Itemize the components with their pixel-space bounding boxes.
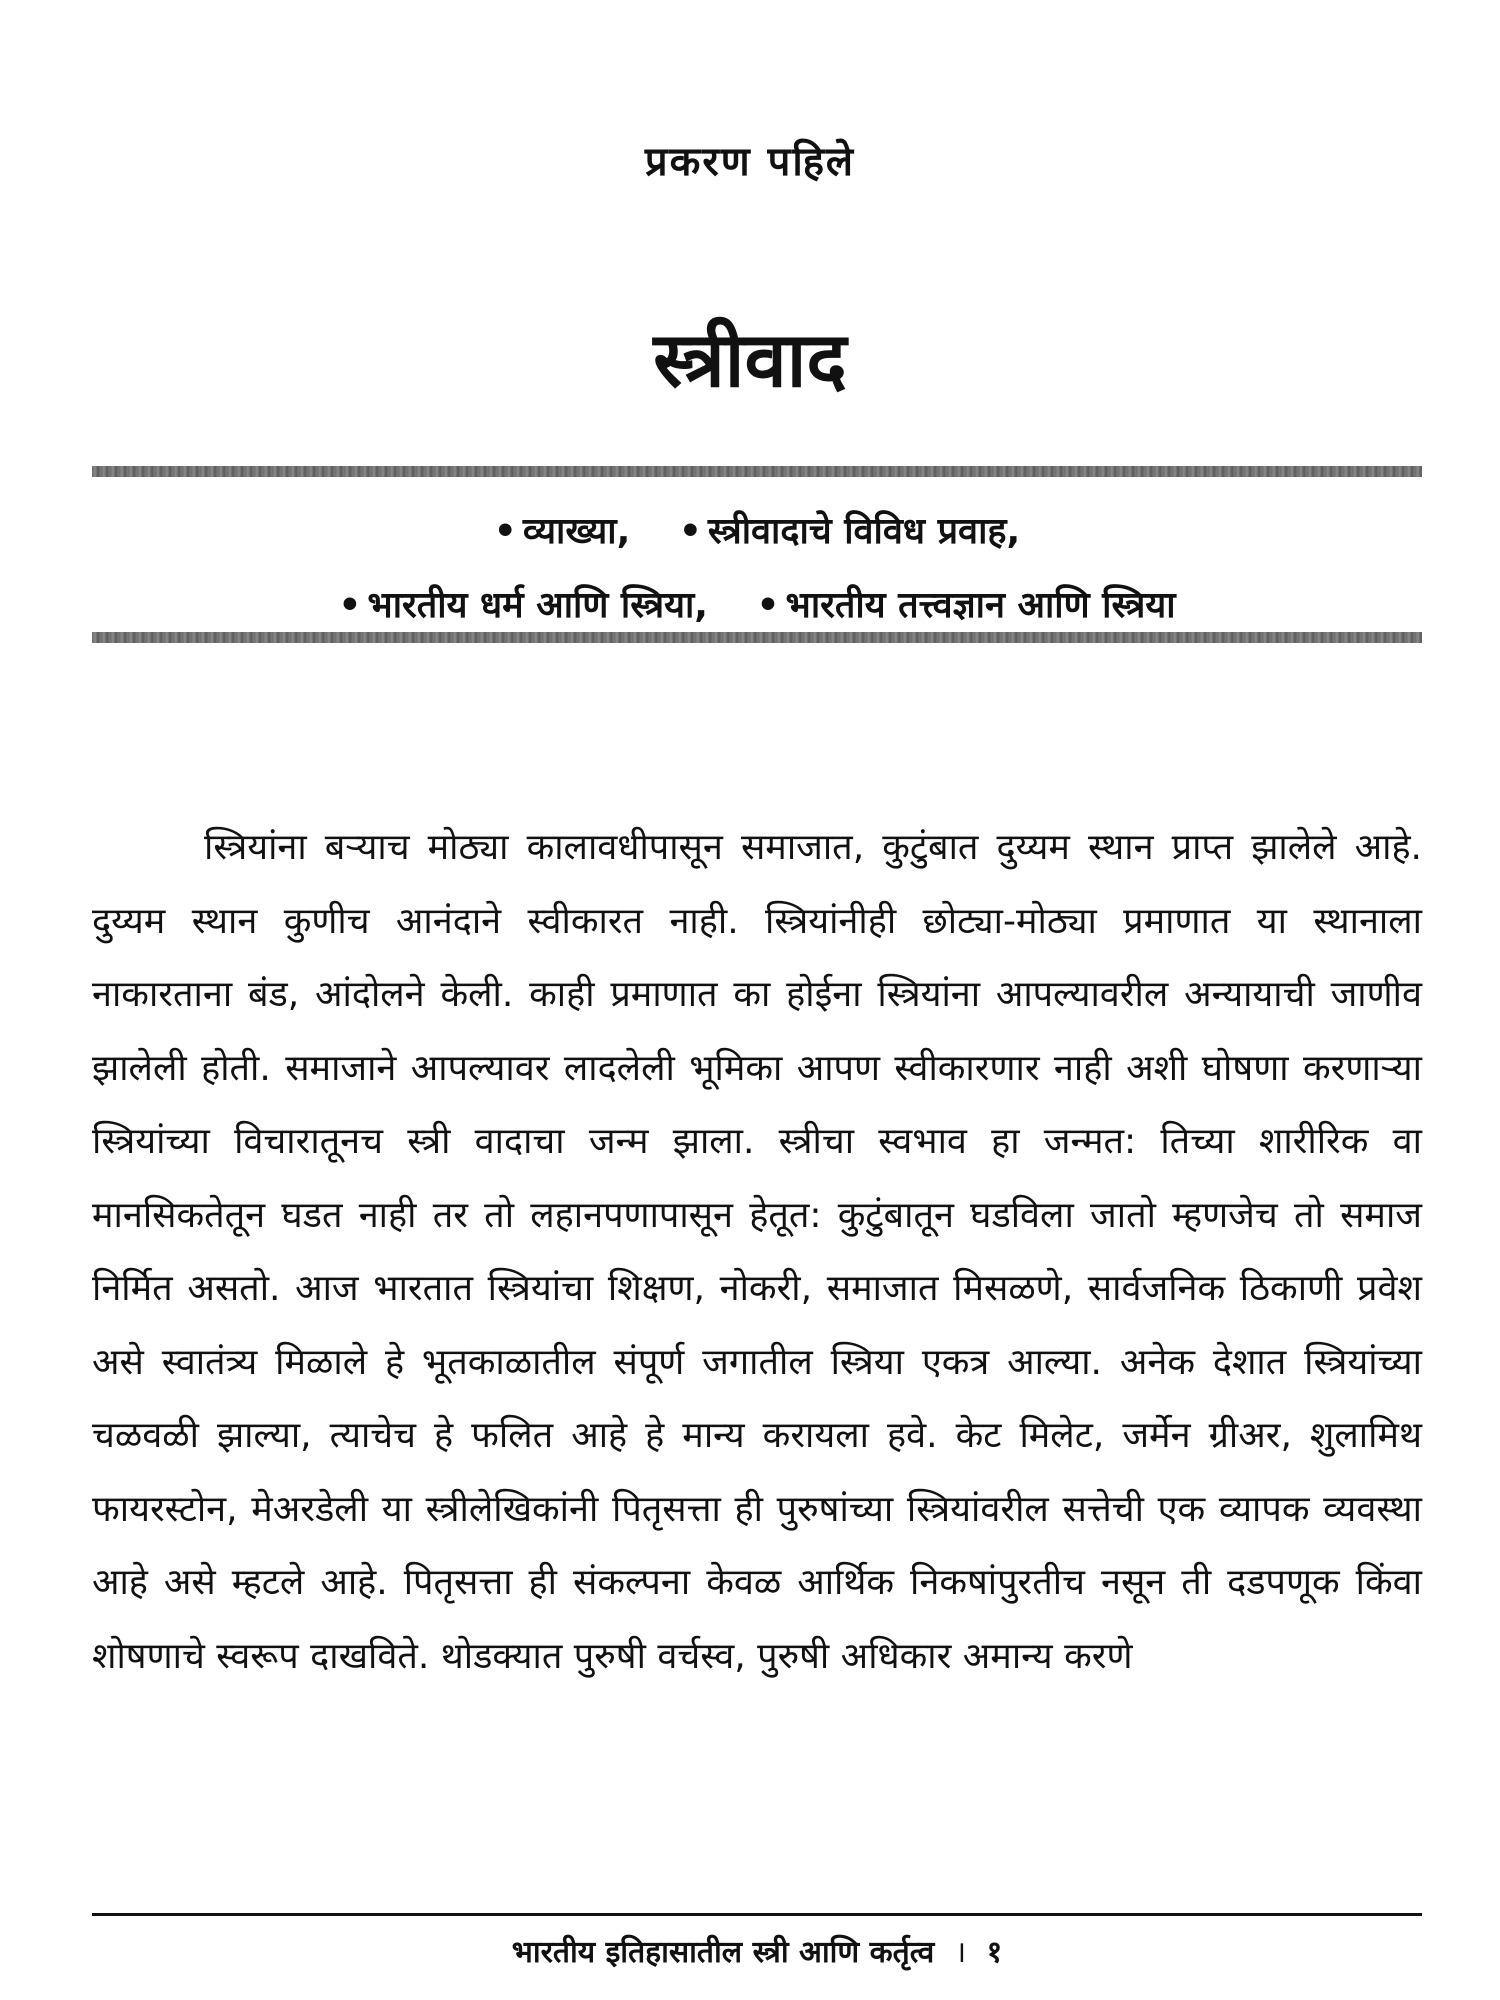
- topic-item: [338, 585, 708, 626]
- bullet-icon: •: [338, 585, 362, 626]
- topics-bottom-rule: [92, 632, 1422, 643]
- topic-item: [679, 511, 1020, 552]
- topics-line-1: [92, 495, 1422, 569]
- topic-religion-women: भारतीय धर्म आणि स्त्रिया,: [367, 585, 708, 626]
- topic-philosophy-women: भारतीय तत्त्वज्ञान आणि स्त्रिया: [785, 585, 1176, 626]
- topic-definition: व्याख्या,: [522, 511, 631, 552]
- footer-book-title: भारतीय इतिहासातील स्त्री आणि कर्तृत्व: [511, 1935, 935, 1970]
- topic-feminism-streams: स्त्रीवादाचे विविध प्रवाह,: [707, 511, 1021, 552]
- topic-item: [757, 585, 1176, 626]
- body-paragraph: स्त्रियांना बऱ्याच मोठ्या कालावधीपासून समाजात, कुटुंबात दुय्यम स्थान प्राप्त झालेले आहे. दुय्यम स्थान कुणीच आनंदाने स्वीकारत नाही. स्त्रियांनीही छोट्या-मोठ्या प्रमाणात या स्थानाला नाकारताना बंड, आंदोलने केली. काही प्रमाणात का होईना स्त्रियांना आपल्यावरील अन्यायाची जाणीव झालेली होती. समाजाने आपल्यावर लादलेली भूमिका आपण स्वीकारणार नाही अशी घोषणा करणाऱ्या स्त्रियांच्या विचारातूनच स्त्री वादाचा जन्म झाला. स्त्रीचा स्वभाव हा जन्मत: तिच्या शारीरिक वा मानसिकतेतून घडत नाही तर तो लहानपणापासून हेतूत: कुटुंबातून घडविला जातो म्हणजेच तो समाज निर्मित असतो. आज भारतात स्त्रियांचा शिक्षण, नोकरी, समाजात मिसळणे, सार्वजनिक ठिकाणी प्रवेश असे स्वातंत्र्य मिळाले हे भूतकाळातील संपूर्ण जगातील स्त्रिया एकत्र आल्या. अनेक देशात स्त्रियांच्या चळवळी झाल्या, त्याचेच हे फलित आहे हे मान्य करायला हवे. केट मिलेट, जर्मेन ग्रीअर, शुलामिथ फायरस्टोन, मेअरडेली या स्त्रीलेखिकांनी पितृसत्ता ही पुरुषांच्या स्त्रियांवरील सत्तेची एक व्यापक व्यवस्था आहे असे म्हटले आहे. पितृसत्ता ही संकल्पना केवळ आर्थिक निकषांपुरतीच नसून ती दडपणूक किंवा शोषणाचे स्वरूप दाखविते. थोडक्यात पुरुषी वर्चस्व, पुरुषी अधिकार अमान्य करणे: [92, 827, 1422, 1677]
- page-number: १: [986, 1935, 1003, 1970]
- bullet-icon: •: [493, 511, 517, 552]
- footer-separator: ।: [954, 1935, 967, 1970]
- bullet-icon: •: [678, 511, 702, 552]
- page-footer: [92, 1930, 1422, 1971]
- chapter-label: प्रकरण पहिले: [644, 139, 856, 185]
- footer-rule: [92, 1913, 1422, 1916]
- chapter-title: स्त्रीवाद: [653, 315, 847, 404]
- topic-item: [494, 511, 630, 552]
- bullet-icon: •: [756, 585, 780, 626]
- topics-box: [92, 495, 1422, 643]
- topics-top-rule: [92, 466, 1422, 477]
